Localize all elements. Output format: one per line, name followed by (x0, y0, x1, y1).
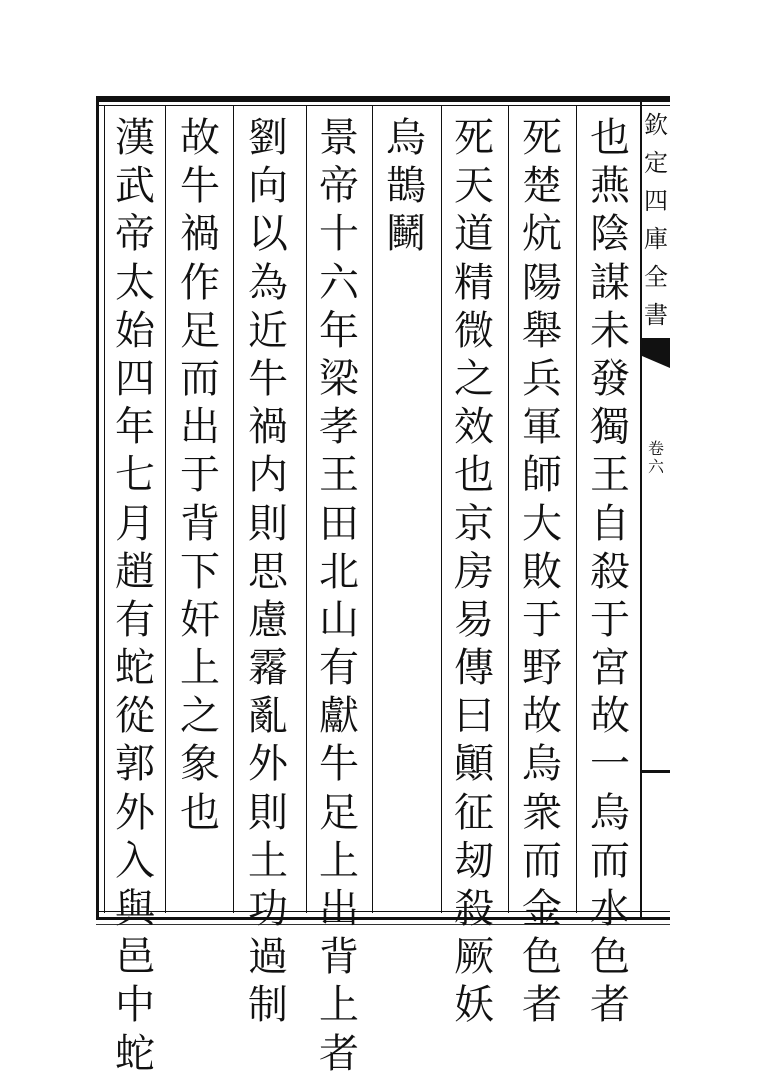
character: 王 (319, 452, 359, 499)
character: 功 (248, 886, 288, 932)
character: 色 (522, 934, 562, 981)
character: 一 (590, 741, 630, 788)
character: 霿 (248, 645, 288, 692)
character: 而 (522, 837, 562, 884)
column-divider (576, 105, 577, 913)
column-divider (441, 105, 442, 913)
character: 微 (454, 307, 494, 354)
character: 入 (115, 837, 155, 884)
character: 烏 (522, 741, 562, 788)
character: 制 (248, 982, 288, 1029)
character: 王 (590, 452, 630, 499)
character: 為 (248, 259, 288, 306)
character: 庫 (644, 225, 668, 253)
character: 者 (522, 982, 562, 1029)
character: 燕 (590, 163, 630, 210)
character: 帝 (319, 163, 359, 210)
text-column-2 (514, 114, 570, 1030)
character: 炕 (522, 211, 562, 258)
character: 自 (590, 500, 630, 547)
character: 梁 (319, 355, 359, 402)
character: 定 (644, 149, 668, 177)
character: 牛 (319, 741, 359, 788)
margin-volume (643, 440, 669, 476)
character: 有 (115, 596, 155, 643)
character: 鵲 (386, 163, 426, 210)
column-divider (233, 105, 234, 913)
character: 慮 (248, 596, 288, 643)
character: 中 (115, 982, 155, 1029)
character: 趙 (115, 548, 155, 595)
fold-mark-line (642, 770, 670, 773)
character: 師 (522, 452, 562, 499)
character: 六 (319, 259, 359, 306)
character: 故 (180, 115, 220, 161)
character: 六 (647, 457, 664, 476)
character: 七 (115, 452, 155, 499)
character: 則 (248, 500, 288, 547)
character: 蛇 (115, 1030, 155, 1077)
character: 顚 (454, 741, 494, 788)
character: 外 (248, 741, 288, 788)
character: 上 (319, 982, 359, 1029)
character: 妖 (454, 982, 494, 1029)
character: 漢 (115, 115, 155, 161)
character: 水 (590, 886, 630, 932)
character: 上 (319, 837, 359, 884)
character: 宮 (590, 645, 630, 692)
character: 孝 (319, 404, 359, 451)
character: 牛 (180, 163, 220, 210)
text-column-7 (172, 114, 228, 837)
character: 四 (115, 355, 155, 402)
character: 四 (644, 187, 668, 215)
character: 也 (590, 115, 630, 161)
character: 思 (248, 548, 288, 595)
character: 土 (248, 837, 288, 884)
character: 書 (644, 301, 668, 329)
character: 敗 (522, 548, 562, 595)
text-column-5 (311, 114, 367, 1078)
character: 禍 (180, 211, 220, 258)
character: 之 (180, 693, 220, 740)
character: 而 (180, 355, 220, 402)
character: 外 (115, 789, 155, 836)
character: 色 (590, 934, 630, 981)
character: 征 (454, 789, 494, 836)
character: 全 (644, 263, 668, 291)
column-divider (508, 105, 509, 913)
character: 太 (115, 259, 155, 306)
character: 刼 (454, 837, 494, 884)
character: 帝 (115, 211, 155, 258)
character: 天 (454, 163, 494, 210)
character: 足 (180, 307, 220, 354)
character: 烏 (590, 789, 630, 836)
character: 獻 (319, 693, 359, 740)
margin-title (643, 106, 669, 334)
character: 兵 (522, 355, 562, 402)
character: 陽 (522, 259, 562, 306)
character: 作 (180, 259, 220, 306)
character: 舉 (522, 307, 562, 354)
character: 欽 (644, 111, 668, 139)
character: 易 (454, 596, 494, 643)
character: 死 (522, 115, 562, 161)
character: 陰 (590, 211, 630, 258)
character: 劉 (248, 115, 288, 161)
character: 京 (454, 500, 494, 547)
character: 效 (454, 404, 494, 451)
character: 北 (319, 548, 359, 595)
character: 有 (319, 645, 359, 692)
character: 衆 (522, 789, 562, 836)
character: 野 (522, 645, 562, 692)
character: 者 (590, 982, 630, 1029)
character: 足 (319, 789, 359, 836)
character: 也 (454, 452, 494, 499)
character: 出 (180, 404, 220, 451)
text-column-3 (446, 114, 502, 1030)
character: 武 (115, 163, 155, 210)
character: 近 (248, 307, 288, 354)
frame-inner-top-rule (96, 105, 670, 106)
character: 山 (319, 596, 359, 643)
character: 年 (319, 307, 359, 354)
character: 傳 (454, 645, 494, 692)
character: 鬭 (386, 211, 426, 258)
character: 奸 (180, 596, 220, 643)
character: 與 (115, 886, 155, 932)
character: 獨 (590, 404, 630, 451)
character: 從 (115, 693, 155, 740)
character: 軍 (522, 404, 562, 451)
frame-inner-left-rule (104, 105, 105, 913)
character: 也 (180, 789, 220, 836)
character: 謀 (590, 259, 630, 306)
character: 而 (590, 837, 630, 884)
character: 者 (319, 1030, 359, 1077)
character: 于 (180, 452, 220, 499)
character: 蛇 (115, 645, 155, 692)
character: 禍 (248, 404, 288, 451)
character: 之 (454, 355, 494, 402)
character: 發 (590, 355, 630, 402)
character: 故 (590, 693, 630, 740)
character: 出 (319, 886, 359, 932)
character: 背 (180, 500, 220, 547)
character: 十 (319, 211, 359, 258)
text-column-6 (240, 114, 296, 1030)
text-column-4 (378, 114, 434, 259)
character: 卷 (647, 439, 664, 458)
text-column-8 (107, 114, 163, 1078)
character: 烏 (386, 115, 426, 161)
character: 内 (248, 452, 288, 499)
character: 于 (522, 596, 562, 643)
character: 年 (115, 404, 155, 451)
character: 殺 (590, 548, 630, 595)
character: 楚 (522, 163, 562, 210)
character: 下 (180, 548, 220, 595)
character: 郭 (115, 741, 155, 788)
character: 以 (248, 211, 288, 258)
character: 田 (319, 500, 359, 547)
character: 景 (319, 115, 359, 161)
character: 房 (454, 548, 494, 595)
column-divider (165, 105, 166, 913)
character: 上 (180, 645, 220, 692)
character: 牛 (248, 355, 288, 402)
text-column-1 (582, 114, 638, 1030)
character: 故 (522, 693, 562, 740)
character: 月 (115, 500, 155, 547)
character: 則 (248, 789, 288, 836)
character: 于 (590, 596, 630, 643)
column-divider (372, 105, 373, 913)
character: 精 (454, 259, 494, 306)
character: 過 (248, 934, 288, 981)
character: 未 (590, 307, 630, 354)
character: 象 (180, 741, 220, 788)
character: 大 (522, 500, 562, 547)
character: 向 (248, 163, 288, 210)
character: 厥 (454, 934, 494, 981)
character: 曰 (454, 693, 494, 740)
character: 始 (115, 307, 155, 354)
character: 殺 (454, 886, 494, 932)
character: 背 (319, 934, 359, 981)
character: 亂 (248, 693, 288, 740)
character: 道 (454, 211, 494, 258)
character: 金 (522, 886, 562, 932)
character: 死 (454, 115, 494, 161)
column-divider (306, 105, 307, 913)
character: 邑 (115, 934, 155, 981)
